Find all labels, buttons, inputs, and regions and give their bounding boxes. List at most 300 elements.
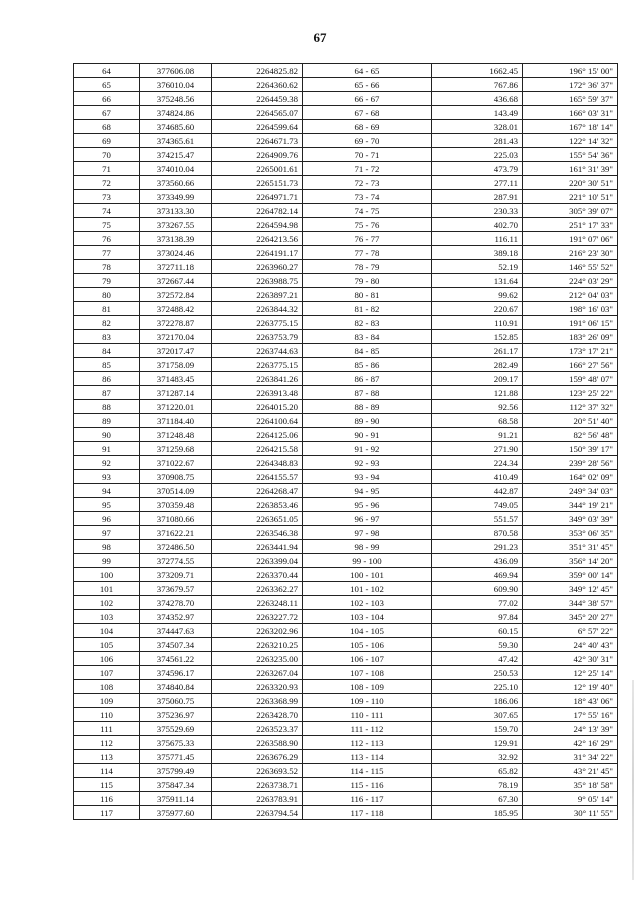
x-coordinate-cell: 371080.66 (140, 512, 212, 526)
segment-cell: 110 - 111 (303, 708, 432, 722)
point-number-cell: 77 (74, 246, 140, 260)
length-cell: 225.03 (432, 148, 523, 162)
bearing-cell: 24° 13' 39" (523, 722, 618, 736)
bearing-cell: 191° 07' 06" (523, 232, 618, 246)
table-row (74, 428, 618, 442)
segment-cell: 99 - 100 (303, 554, 432, 568)
table-row (74, 120, 618, 134)
y-coordinate-cell: 2263546.38 (212, 526, 303, 540)
table-row (74, 78, 618, 92)
table-row (74, 106, 618, 120)
bearing-cell: 155° 54' 36" (523, 148, 618, 162)
y-coordinate-cell: 2263267.04 (212, 666, 303, 680)
bearing-cell: 35° 18' 58" (523, 778, 618, 792)
point-number-cell: 93 (74, 470, 140, 484)
length-cell: 402.70 (432, 218, 523, 232)
x-coordinate-cell: 374507.34 (140, 638, 212, 652)
segment-cell: 108 - 109 (303, 680, 432, 694)
bearing-cell: 18° 43' 06" (523, 694, 618, 708)
segment-cell: 92 - 93 (303, 456, 432, 470)
point-number-cell: 74 (74, 204, 140, 218)
bearing-cell: 20° 51' 40" (523, 414, 618, 428)
length-cell: 1662.45 (432, 64, 523, 78)
x-coordinate-cell: 371248.48 (140, 428, 212, 442)
x-coordinate-cell: 375977.60 (140, 806, 212, 820)
bearing-cell: 123° 25' 22" (523, 386, 618, 400)
y-coordinate-cell: 2264565.07 (212, 106, 303, 120)
point-number-cell: 115 (74, 778, 140, 792)
point-number-cell: 110 (74, 708, 140, 722)
x-coordinate-cell: 372170.04 (140, 330, 212, 344)
y-coordinate-cell: 2264191.17 (212, 246, 303, 260)
x-coordinate-cell: 372774.55 (140, 554, 212, 568)
x-coordinate-cell: 374215.47 (140, 148, 212, 162)
x-coordinate-cell: 373560.66 (140, 176, 212, 190)
x-coordinate-cell: 374278.70 (140, 596, 212, 610)
point-number-cell: 98 (74, 540, 140, 554)
segment-cell: 72 - 73 (303, 176, 432, 190)
length-cell: 186.06 (432, 694, 523, 708)
table-row (74, 498, 618, 512)
segment-cell: 74 - 75 (303, 204, 432, 218)
table-row (74, 386, 618, 400)
bearing-cell: 146° 55' 52" (523, 260, 618, 274)
table-row (74, 792, 618, 806)
x-coordinate-cell: 373209.71 (140, 568, 212, 582)
segment-cell: 96 - 97 (303, 512, 432, 526)
point-number-cell: 88 (74, 400, 140, 414)
table-row (74, 344, 618, 358)
bearing-cell: 251° 17' 33" (523, 218, 618, 232)
point-number-cell: 100 (74, 568, 140, 582)
length-cell: 230.33 (432, 204, 523, 218)
segment-cell: 64 - 65 (303, 64, 432, 78)
bearing-cell: 30° 11' 55" (523, 806, 618, 820)
table-row (74, 162, 618, 176)
segment-cell: 93 - 94 (303, 470, 432, 484)
length-cell: 328.01 (432, 120, 523, 134)
point-number-cell: 72 (74, 176, 140, 190)
bearing-cell: 31° 34' 22" (523, 750, 618, 764)
point-number-cell: 79 (74, 274, 140, 288)
length-cell: 551.57 (432, 512, 523, 526)
point-number-cell: 66 (74, 92, 140, 106)
table-row (74, 554, 618, 568)
table-row (74, 540, 618, 554)
y-coordinate-cell: 2264348.83 (212, 456, 303, 470)
bearing-cell: 349° 12' 45" (523, 582, 618, 596)
segment-cell: 79 - 80 (303, 274, 432, 288)
x-coordinate-cell: 375236.97 (140, 708, 212, 722)
table-row (74, 400, 618, 414)
length-cell: 92.56 (432, 400, 523, 414)
segment-cell: 84 - 85 (303, 344, 432, 358)
point-number-cell: 116 (74, 792, 140, 806)
bearing-cell: 344° 38' 57" (523, 596, 618, 610)
x-coordinate-cell: 375771.45 (140, 750, 212, 764)
table-row (74, 778, 618, 792)
y-coordinate-cell: 2263897.21 (212, 288, 303, 302)
segment-cell: 106 - 107 (303, 652, 432, 666)
y-coordinate-cell: 2263676.29 (212, 750, 303, 764)
segment-cell: 88 - 89 (303, 400, 432, 414)
y-coordinate-cell: 2263370.44 (212, 568, 303, 582)
point-number-cell: 107 (74, 666, 140, 680)
table-row (74, 372, 618, 386)
x-coordinate-cell: 373349.99 (140, 190, 212, 204)
table-row (74, 526, 618, 540)
y-coordinate-cell: 2264594.98 (212, 218, 303, 232)
segment-cell: 89 - 90 (303, 414, 432, 428)
y-coordinate-cell: 2263988.75 (212, 274, 303, 288)
bearing-cell: 164° 02' 09" (523, 470, 618, 484)
y-coordinate-cell: 2263399.04 (212, 554, 303, 568)
length-cell: 307.65 (432, 708, 523, 722)
x-coordinate-cell: 372572.84 (140, 288, 212, 302)
point-number-cell: 82 (74, 316, 140, 330)
x-coordinate-cell: 372486.50 (140, 540, 212, 554)
table-row (74, 680, 618, 694)
point-number-cell: 106 (74, 652, 140, 666)
table-row (74, 190, 618, 204)
y-coordinate-cell: 2264125.06 (212, 428, 303, 442)
segment-cell: 115 - 116 (303, 778, 432, 792)
segment-cell: 81 - 82 (303, 302, 432, 316)
length-cell: 152.85 (432, 330, 523, 344)
table-row (74, 806, 618, 820)
table-row (74, 288, 618, 302)
y-coordinate-cell: 2264971.71 (212, 190, 303, 204)
y-coordinate-cell: 2263775.15 (212, 358, 303, 372)
bearing-cell: 221° 10' 51" (523, 190, 618, 204)
segment-cell: 97 - 98 (303, 526, 432, 540)
y-coordinate-cell: 2264268.47 (212, 484, 303, 498)
point-number-cell: 90 (74, 428, 140, 442)
segment-cell: 65 - 66 (303, 78, 432, 92)
length-cell: 224.34 (432, 456, 523, 470)
bearing-cell: 359° 00' 14" (523, 568, 618, 582)
bearing-cell: 43° 21' 45" (523, 764, 618, 778)
y-coordinate-cell: 2263428.70 (212, 708, 303, 722)
length-cell: 870.58 (432, 526, 523, 540)
point-number-cell: 109 (74, 694, 140, 708)
segment-cell: 105 - 106 (303, 638, 432, 652)
segment-cell: 111 - 112 (303, 722, 432, 736)
bearing-cell: 12° 19' 40" (523, 680, 618, 694)
x-coordinate-cell: 374685.60 (140, 120, 212, 134)
table-row (74, 722, 618, 736)
bearing-cell: 42° 30' 31" (523, 652, 618, 666)
x-coordinate-cell: 370359.48 (140, 498, 212, 512)
length-cell: 609.90 (432, 582, 523, 596)
segment-cell: 82 - 83 (303, 316, 432, 330)
bearing-cell: 161° 31' 39" (523, 162, 618, 176)
bearing-cell: 6° 57' 22" (523, 624, 618, 638)
x-coordinate-cell: 375675.33 (140, 736, 212, 750)
bearing-cell: 166° 03' 31" (523, 106, 618, 120)
length-cell: 271.90 (432, 442, 523, 456)
bearing-cell: 351° 31' 45" (523, 540, 618, 554)
length-cell: 436.68 (432, 92, 523, 106)
bearing-cell: 239° 28' 56" (523, 456, 618, 470)
y-coordinate-cell: 2264215.58 (212, 442, 303, 456)
y-coordinate-cell: 2264909.76 (212, 148, 303, 162)
y-coordinate-cell: 2265151.73 (212, 176, 303, 190)
bearing-cell: 166° 27' 56" (523, 358, 618, 372)
x-coordinate-cell: 375799.49 (140, 764, 212, 778)
x-coordinate-cell: 371259.68 (140, 442, 212, 456)
y-coordinate-cell: 2264825.82 (212, 64, 303, 78)
x-coordinate-cell: 372278.87 (140, 316, 212, 330)
point-number-cell: 92 (74, 456, 140, 470)
x-coordinate-cell: 373024.46 (140, 246, 212, 260)
x-coordinate-cell: 373267.55 (140, 218, 212, 232)
bearing-cell: 191° 06' 15" (523, 316, 618, 330)
y-coordinate-cell: 2264671.73 (212, 134, 303, 148)
length-cell: 143.49 (432, 106, 523, 120)
point-number-cell: 87 (74, 386, 140, 400)
length-cell: 68.58 (432, 414, 523, 428)
y-coordinate-cell: 2263841.26 (212, 372, 303, 386)
point-number-cell: 103 (74, 610, 140, 624)
length-cell: 121.88 (432, 386, 523, 400)
point-number-cell: 69 (74, 134, 140, 148)
x-coordinate-cell: 374824.86 (140, 106, 212, 120)
length-cell: 97.84 (432, 610, 523, 624)
point-number-cell: 73 (74, 190, 140, 204)
length-cell: 60.15 (432, 624, 523, 638)
y-coordinate-cell: 2263368.99 (212, 694, 303, 708)
x-coordinate-cell: 371184.40 (140, 414, 212, 428)
x-coordinate-cell: 372017.47 (140, 344, 212, 358)
bearing-cell: 82° 56' 48" (523, 428, 618, 442)
point-number-cell: 70 (74, 148, 140, 162)
length-cell: 469.94 (432, 568, 523, 582)
segment-cell: 113 - 114 (303, 750, 432, 764)
length-cell: 116.11 (432, 232, 523, 246)
length-cell: 52.19 (432, 260, 523, 274)
table-row (74, 246, 618, 260)
y-coordinate-cell: 2263783.91 (212, 792, 303, 806)
y-coordinate-cell: 2263235.00 (212, 652, 303, 666)
length-cell: 159.70 (432, 722, 523, 736)
length-cell: 67.30 (432, 792, 523, 806)
point-number-cell: 94 (74, 484, 140, 498)
table-row (74, 92, 618, 106)
segment-cell: 87 - 88 (303, 386, 432, 400)
y-coordinate-cell: 2263651.05 (212, 512, 303, 526)
segment-cell: 103 - 104 (303, 610, 432, 624)
point-number-cell: 89 (74, 414, 140, 428)
length-cell: 250.53 (432, 666, 523, 680)
x-coordinate-cell: 374561.22 (140, 652, 212, 666)
bearing-cell: 17° 55' 16" (523, 708, 618, 722)
y-coordinate-cell: 2263913.48 (212, 386, 303, 400)
segment-cell: 112 - 113 (303, 736, 432, 750)
table-row (74, 176, 618, 190)
point-number-cell: 78 (74, 260, 140, 274)
table-row (74, 736, 618, 750)
bearing-cell: 356° 14' 20" (523, 554, 618, 568)
point-number-cell: 112 (74, 736, 140, 750)
bearing-cell: 305° 39' 07" (523, 204, 618, 218)
table-row (74, 274, 618, 288)
y-coordinate-cell: 2263320.93 (212, 680, 303, 694)
table-row (74, 708, 618, 722)
y-coordinate-cell: 2264360.62 (212, 78, 303, 92)
segment-cell: 114 - 115 (303, 764, 432, 778)
table-row (74, 470, 618, 484)
y-coordinate-cell: 2263693.52 (212, 764, 303, 778)
length-cell: 436.09 (432, 554, 523, 568)
segment-cell: 95 - 96 (303, 498, 432, 512)
length-cell: 389.18 (432, 246, 523, 260)
x-coordinate-cell: 374447.63 (140, 624, 212, 638)
point-number-cell: 102 (74, 596, 140, 610)
x-coordinate-cell: 374365.61 (140, 134, 212, 148)
length-cell: 220.67 (432, 302, 523, 316)
point-number-cell: 108 (74, 680, 140, 694)
segment-cell: 71 - 72 (303, 162, 432, 176)
segment-cell: 76 - 77 (303, 232, 432, 246)
x-coordinate-cell: 371622.21 (140, 526, 212, 540)
point-number-cell: 105 (74, 638, 140, 652)
bearing-cell: 9° 05' 14" (523, 792, 618, 806)
bearing-cell: 112° 37' 32" (523, 400, 618, 414)
point-number-cell: 75 (74, 218, 140, 232)
length-cell: 277.11 (432, 176, 523, 190)
length-cell: 281.43 (432, 134, 523, 148)
table-row (74, 596, 618, 610)
length-cell: 65.82 (432, 764, 523, 778)
bearing-cell: 345° 20' 27" (523, 610, 618, 624)
x-coordinate-cell: 377606.08 (140, 64, 212, 78)
segment-cell: 77 - 78 (303, 246, 432, 260)
length-cell: 110.91 (432, 316, 523, 330)
coordinates-table-body (74, 64, 618, 820)
x-coordinate-cell: 372667.44 (140, 274, 212, 288)
table-row (74, 582, 618, 596)
bearing-cell: 198° 16' 03" (523, 302, 618, 316)
table-row (74, 512, 618, 526)
point-number-cell: 86 (74, 372, 140, 386)
table-row (74, 610, 618, 624)
x-coordinate-cell: 374596.17 (140, 666, 212, 680)
bearing-cell: 216° 23' 30" (523, 246, 618, 260)
table-row (74, 456, 618, 470)
segment-cell: 100 - 101 (303, 568, 432, 582)
y-coordinate-cell: 2263362.27 (212, 582, 303, 596)
bearing-cell: 196° 15' 00" (523, 64, 618, 78)
x-coordinate-cell: 370514.09 (140, 484, 212, 498)
x-coordinate-cell: 374840.84 (140, 680, 212, 694)
point-number-cell: 81 (74, 302, 140, 316)
point-number-cell: 71 (74, 162, 140, 176)
length-cell: 129.91 (432, 736, 523, 750)
point-number-cell: 97 (74, 526, 140, 540)
bearing-cell: 173° 17' 21" (523, 344, 618, 358)
table-row (74, 568, 618, 582)
bearing-cell: 42° 16' 29" (523, 736, 618, 750)
length-cell: 291.23 (432, 540, 523, 554)
bearing-cell: 224° 03' 29" (523, 274, 618, 288)
point-number-cell: 83 (74, 330, 140, 344)
y-coordinate-cell: 2263441.94 (212, 540, 303, 554)
segment-cell: 70 - 71 (303, 148, 432, 162)
segment-cell: 101 - 102 (303, 582, 432, 596)
x-coordinate-cell: 376010.04 (140, 78, 212, 92)
length-cell: 282.49 (432, 358, 523, 372)
table-row (74, 204, 618, 218)
y-coordinate-cell: 2263844.32 (212, 302, 303, 316)
segment-cell: 78 - 79 (303, 260, 432, 274)
table-row (74, 302, 618, 316)
length-cell: 442.87 (432, 484, 523, 498)
x-coordinate-cell: 373138.39 (140, 232, 212, 246)
page-number: 67 (313, 30, 327, 45)
scan-edge-artifact (632, 680, 634, 880)
bearing-cell: 183° 26' 09" (523, 330, 618, 344)
bearing-cell: 167° 18' 14" (523, 120, 618, 134)
point-number-cell: 68 (74, 120, 140, 134)
x-coordinate-cell: 375847.34 (140, 778, 212, 792)
y-coordinate-cell: 2264459.38 (212, 92, 303, 106)
x-coordinate-cell: 375060.75 (140, 694, 212, 708)
table-row (74, 652, 618, 666)
segment-cell: 73 - 74 (303, 190, 432, 204)
point-number-cell: 101 (74, 582, 140, 596)
point-number-cell: 111 (74, 722, 140, 736)
y-coordinate-cell: 2263588.90 (212, 736, 303, 750)
y-coordinate-cell: 2263523.37 (212, 722, 303, 736)
x-coordinate-cell: 375911.14 (140, 792, 212, 806)
x-coordinate-cell: 371758.09 (140, 358, 212, 372)
y-coordinate-cell: 2263738.71 (212, 778, 303, 792)
table-row (74, 260, 618, 274)
table-row (74, 414, 618, 428)
table-row (74, 442, 618, 456)
point-number-cell: 80 (74, 288, 140, 302)
x-coordinate-cell: 371483.45 (140, 372, 212, 386)
table-row (74, 218, 618, 232)
length-cell: 261.17 (432, 344, 523, 358)
bearing-cell: 344° 19' 21" (523, 498, 618, 512)
y-coordinate-cell: 2264015.20 (212, 400, 303, 414)
table-row (74, 666, 618, 680)
point-number-cell: 95 (74, 498, 140, 512)
bearing-cell: 159° 48' 07" (523, 372, 618, 386)
x-coordinate-cell: 371022.67 (140, 456, 212, 470)
segment-cell: 86 - 87 (303, 372, 432, 386)
point-number-cell: 76 (74, 232, 140, 246)
length-cell: 47.42 (432, 652, 523, 666)
point-number-cell: 85 (74, 358, 140, 372)
point-number-cell: 99 (74, 554, 140, 568)
point-number-cell: 91 (74, 442, 140, 456)
table-row (74, 358, 618, 372)
table-row (74, 232, 618, 246)
point-number-cell: 67 (74, 106, 140, 120)
segment-cell: 68 - 69 (303, 120, 432, 134)
y-coordinate-cell: 2263775.15 (212, 316, 303, 330)
segment-cell: 109 - 110 (303, 694, 432, 708)
segment-cell: 85 - 86 (303, 358, 432, 372)
length-cell: 99.62 (432, 288, 523, 302)
x-coordinate-cell: 372488.42 (140, 302, 212, 316)
table-row (74, 694, 618, 708)
y-coordinate-cell: 2263753.79 (212, 330, 303, 344)
bearing-cell: 24° 40' 43" (523, 638, 618, 652)
